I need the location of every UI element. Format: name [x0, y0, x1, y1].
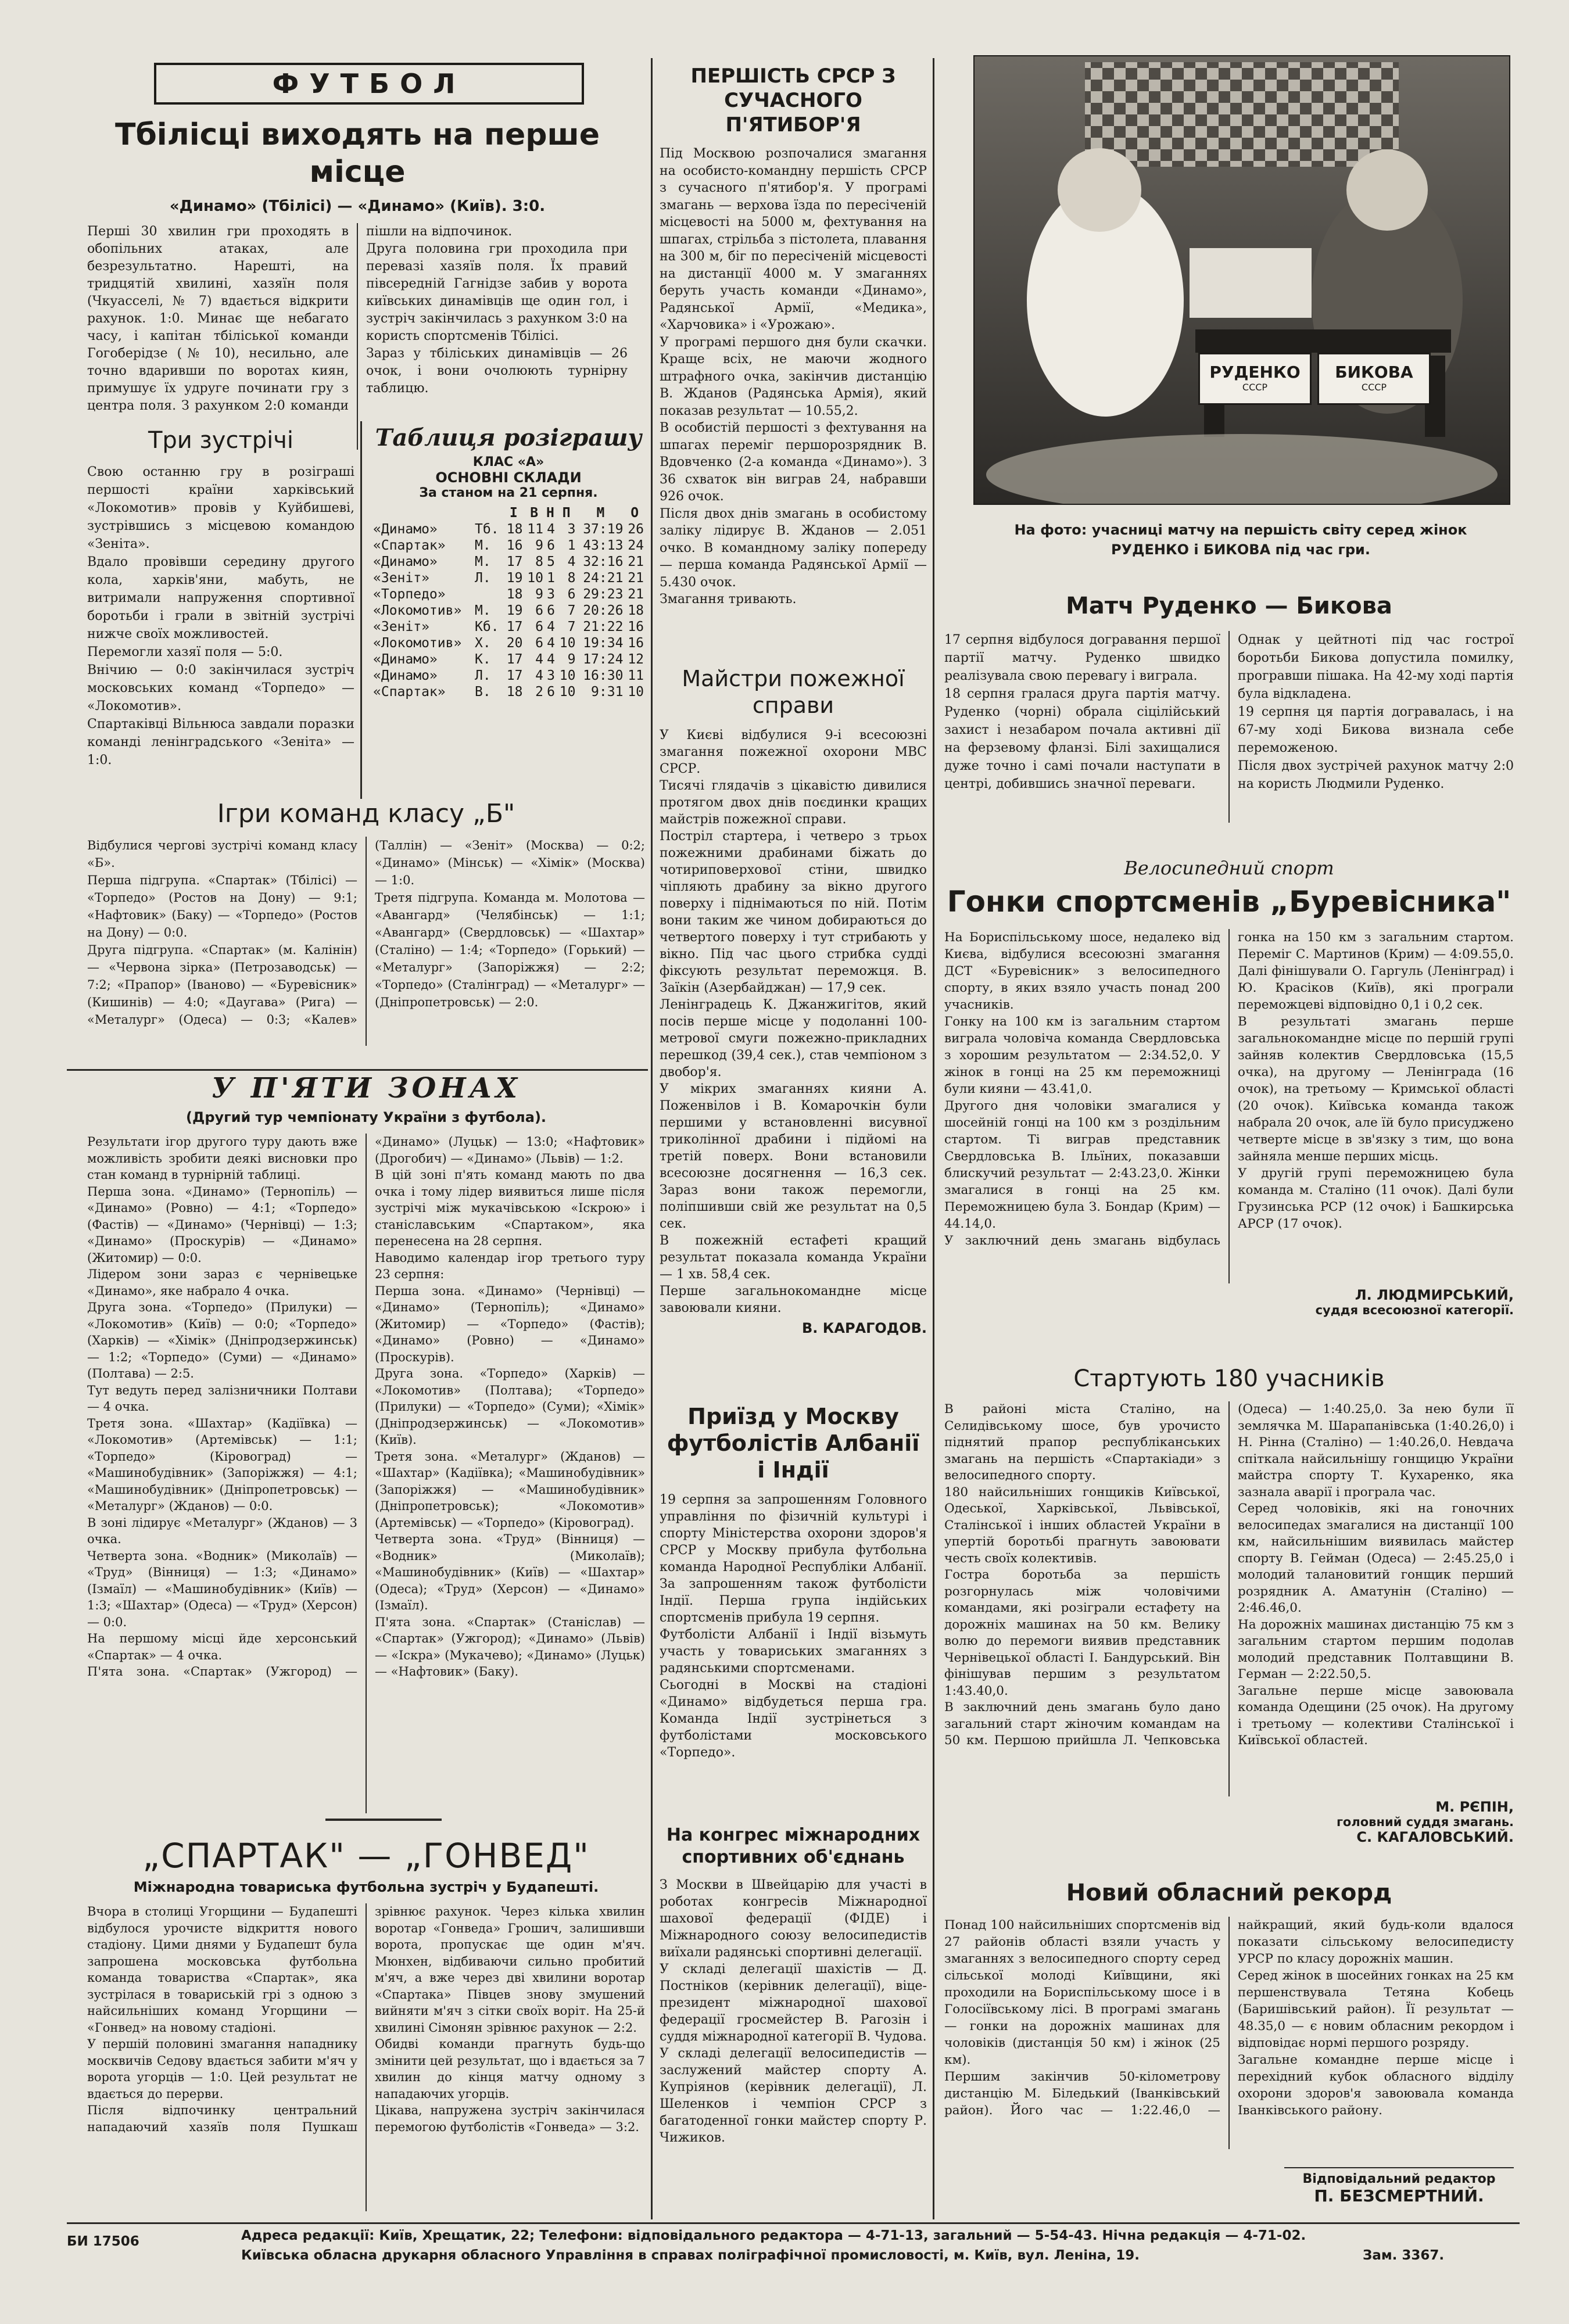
table-row [372, 570, 645, 586]
table-row [372, 554, 645, 570]
table-cell: 2 [535, 684, 543, 700]
article-body: Свою останню гру в розіграші першості країни харківський «Локомотив» провів у Куйбишеві, зустрівшись з місцевою командою «Зеніта». Вдало провівши середину другого кола, харків'яни, мабуть, не витримали напруження спортивної боротьби і грали в звітній зустрічі нижче своїх можливостей. Перемогли хазяї поля — 5:0. Внічию — 0:0 закінчилася зустріч московських команд «Торпедо» — «Локомотив». Спартаківці Вільнюса завдали поразки команді ленінградського «Зеніта» — 1:0. [87, 465, 354, 768]
table-row [372, 521, 645, 537]
table-row [372, 602, 645, 619]
table-cell: 10 [559, 684, 576, 700]
rubric-title: ФУТБОЛ [272, 68, 466, 99]
article-albania-india [660, 1403, 927, 1810]
table-cell: 18 [506, 587, 523, 602]
table-cell: 6 [535, 603, 543, 618]
header-cell: О [631, 505, 639, 521]
column-rule [651, 58, 653, 2219]
table-cell: 10 [527, 571, 543, 586]
table-cell: 1 [567, 538, 576, 553]
table-cell: 26 [628, 522, 644, 537]
footer [67, 2228, 1520, 2280]
table-cell: «Динамо» [373, 554, 438, 569]
table-cell: «Локомотив» [373, 636, 462, 651]
table-cell: 17:24 [583, 652, 624, 667]
article-burevisnyk [944, 857, 1514, 1351]
chess-match-photo [973, 55, 1510, 505]
table-cell: «Локомотив» [373, 603, 462, 618]
ornamental-divider [325, 1819, 442, 1821]
article-title: Майстри пожежної справи [682, 666, 905, 718]
header-cell: П [562, 505, 571, 521]
article-title: Стартують 180 учасників [1073, 1365, 1385, 1392]
article-title: Гонки спортсменів „Буревісника" [947, 885, 1511, 919]
table-cell: «Спартак» [373, 684, 446, 700]
table-cell: 24 [628, 538, 644, 553]
header-cell [474, 505, 503, 521]
column-rule [933, 58, 934, 2219]
article-signature: С. КАГАЛОВСЬКИЙ. [1356, 1829, 1514, 1845]
plate-name: БИКОВА [1335, 363, 1413, 382]
article-body: Вчора в столиці Угорщини — Будапешті відбулося урочисте відкриття нового стадіону. Цими днями у Будапешт була запрошена московська футбольна команда товариства «Спартак», яка зустрілася в товариській грі з одною з найсильніших команд Угорщини — «Гонвед» на новому стадіоні. У першій половині змагання нападнику москвичів Седову вдається забити м'яч у ворота угорців — 1:0. Цей результат не вдається до перерви. Після відпочинку центральний нападаючий хазяїв поля Пушкаш зрівнює рахунок. Через кілька хвилин воротар «Гонведа» Грошич, залишивши ворота, пропускає ще один м'яч. Мюнхен, відбиваючи сильно пробитий м'яч, а вже через дві хвилини воротар «Спартака» Півцев знову змушений вийняти м'яч з сітки своїх воріт. На 25-й хвилині Сімонян зрівнює рахунок — 2:2. Обидві команди прагнуть будь-що змінити цей результат, що і вдається за 7 хвилин до кінця матчу одному з нападаючих угорців. Цікава, напружена зустріч закінчилася перемогою футболістів «Гонведа» — 3:2. [87, 1905, 645, 2134]
article-three-matches [87, 427, 354, 787]
footer-printer: Київська обласна друкарня обласного Управління в справах поліграфічної промисловості, м. Київ, вул. Леніна, 19. [241, 2248, 1140, 2263]
table-cell: 18 [628, 603, 644, 618]
article-rudenko-bykova [944, 593, 1514, 837]
table-cell: Тб. [475, 522, 499, 537]
header-cell: Н [546, 505, 554, 521]
table-cell: 4 [567, 554, 576, 569]
table-cell: 6 [547, 603, 555, 618]
table-date: За станом на 21 серпня. [419, 486, 598, 500]
article-signature: В. КАРАГОДОВ. [801, 1320, 927, 1336]
article-class-b [87, 799, 645, 1049]
plate-country: СССР [1242, 382, 1268, 393]
article-title: Новий обласний рекорд [1066, 1880, 1392, 1906]
article-regional-record [944, 1880, 1514, 2164]
table-lineup: ОСНОВНІ СКЛАДИ [435, 469, 582, 486]
article-spartak-honved [87, 1836, 645, 2217]
footer-address: Адреса редакції: Київ, Хрещатик, 22; Телефони: відповідального редактора — 4-71-13, загальний — 5-54-43. Нічна редакція — 4-71-02. [241, 2228, 1306, 2243]
table-cell: 16 [628, 619, 644, 634]
table-cell: 17 [506, 668, 523, 683]
table-row [372, 619, 645, 635]
table-cell: 12 [628, 652, 644, 667]
header-cell: М [596, 505, 605, 521]
article-congress [660, 1824, 927, 2219]
article-title: На конгрес міжнародних спортивних об'єднань [666, 1825, 920, 1867]
table-row [372, 586, 645, 602]
table-cell: 9 [535, 587, 543, 602]
article-pentathlon [660, 64, 927, 645]
table-cell: 5 [547, 554, 555, 569]
table-row [372, 537, 645, 554]
table-cell: 10 [628, 684, 644, 700]
table-title: Таблиця розіграшу [375, 424, 642, 451]
table-cell: «Спартак» [373, 538, 446, 553]
table-cell: 7 [567, 619, 576, 634]
article-body: В районі міста Сталіно, на Селидівському шосе, був урочисто піднятий прапор республіканських змагань на першість «Спартакіади» з велосипедного спорту. 180 найсильніших гонщиків Київської, Одеської, Харківської, Львівської, Сталінської і інших областей України в упертій боротьбі прагнуть завоювати честь своїх колективів. Гостра боротьба за першість розгорнулась між чоловічими командами, які розіграли естафету на дорожніх машинах на 50 км. Велику волю до перемоги виявив представник Чернівецької області І. Бандурський. Він фінішував першим з результатом 1:43.40,0. В заключний день змагань було дано загальний старт жіночим командам на 50 км. Першою прийшла Л. Чепковська (Одеса) — 1:40.25,0. За нею були її землячка М. Шарапанівська (1:40.26,0) і Н. Рінна (Сталіно) — 1:40.26,0. Невдача спіткала найсильнішу гонщицю України майстра спорту Т. Кухаренко, яка зазнала аварії і програла час. Серед чоловіків, які на гоночних велосипедах змагалися на дистанції 100 км, найсильнішим виявилась майстер спорту В. Гейман (Одеса) — 2:45.25,0 і молодий талановитий гонщик перший розрядник А. Аматунін (Сталіно) — 2:46.46,0. На дорожніх машинах дистанцію 75 км з загальним стартом першим подолав молодий представник Полтавщини В. Герман — 2:22.50,5. Загальне перше місце завоювала команда Одещини (25 очок). На другому і третьому — колективи Сталінської і Київської областей. [944, 1402, 1514, 1748]
caption-text: учасниці матчу на першість світу серед жінок [1091, 522, 1467, 538]
table-cell: 4 [547, 636, 555, 651]
article-title: Тбілісці виходять на перше місце [115, 117, 600, 189]
table-cell: 10 [559, 668, 576, 683]
table-cell: 4 [547, 619, 555, 634]
table-cell: 18 [506, 684, 523, 700]
article-title: Ігри команд класу „Б" [217, 799, 515, 829]
table-cell: 16:30 [583, 668, 624, 683]
table-cell: 4 [547, 522, 555, 537]
table-header-row [372, 505, 645, 521]
article-subtitle: «Динамо» (Тбілісі) — «Динамо» (Київ). 3:0. [169, 198, 546, 215]
article-title: Приїзд у Москву футболістів Албанії і Індії [667, 1404, 920, 1483]
table-cell: М. [475, 554, 491, 569]
article-body: Під Москвою розпочалися змагання на особисто-командну першість СРСР з сучасного п'ятибор'я. У програмі змагань — верхова їзда по пересіченій місцевості на 5000 м, фехтування на шпагах, стрільба з пістолета, плавання на 300 м, біг по пересіченій місцевості на дистанції 4000 м. У змаганнях беруть участь команди «Динамо», Радянської Армії, «Медика», «Харчовика» і «Урожаю». У програмі першого дня були скачки. Краще всіх, не маючи жодного штрафного очка, закінчив дистанцію В. Жданов (Радянська Армія), який показав результат — 10.55,2. В особистій першості з фехтування на шпагах переміг першорозрядник В. Вдовченко (2-а команда «Динамо»). З 36 схваток він виграв 24, набравши 926 очок. Після двох днів змагань в особистому заліку лідирує В. Жданов — 2.051 очко. В командному заліку попереду — перша команда Радянської Армії — 5.430 очок. Змагання тривають. [660, 146, 927, 607]
table-cell: 24:21 [583, 571, 624, 586]
photo-caption [973, 520, 1508, 566]
plate-country: СССР [1361, 382, 1387, 393]
article-title: „СПАРТАК" — „ГОНВЕД" [142, 1836, 590, 1875]
table-cell: Л. [475, 571, 491, 586]
table-cell: «Зеніт» [373, 619, 429, 634]
section-divider [67, 1069, 648, 1071]
article-signature: М. РЄПІН, [1435, 1799, 1514, 1815]
table-row [372, 651, 645, 668]
article-body: 19 серпня за запрошенням Головного управління по фізичній культурі і спорту Міністерства охорони здоров'я СРСР у Москву прибула футбольна команда Народної Республіки Албанії. За запрошенням також футболісти Індії. Перша група індійських спортсменів прибула 19 серпня. Футболісти Албанії і Індії візьмуть участь у товариських змаганнях з радянськими спортсменами. Сьогодні в Москві на стадіоні «Динамо» відбудеться перша гра. Команда Індії зустрінеться з футболістами московського «Торпедо». [660, 1493, 927, 1760]
article-tbilisi [87, 116, 628, 418]
table-cell: Л. [475, 668, 491, 683]
table-cell: 8 [535, 554, 543, 569]
article-body: Перші 30 хвилин гри проходять в обопільних атаках, але безрезультатно. Нарешті, на тридцятій хвилині, хазяїн поля (Чкуасселі, № 7) вдається відкрити рахунок. 1:0. Минає ще небагато часу, і капітан тбіліської команди Гогоберідзе (№ 10), несильно, але точно вдаривши по воротах киян, примушує їх удруге починати гру з центра поля. З рахунком 2:0 команди пішли на відпочинок. Друга половина гри проходила при перевазі хазяїв поля. Їх правий півсередній Гагнідзе забив у ворота київських динамівців ще один гол, і зустріч закінчилась з рахунком 3:0 на користь спортсменів Тбілісі. Зараз у тбіліських динамівців — 26 очок, і вони очолюють турнірну таблицю. [87, 224, 628, 413]
table-cell: «Торпедо» [373, 587, 446, 602]
article-body: На Бориспільському шосе, недалеко від Києва, відбулися всесоюзні змагання ДСТ «Буревісник» з велосипедного спорту, в яких взяло участь понад 200 учасників. Гонку на 100 км із загальним стартом виграла чоловіча команда Свердловська з хорошим результатом — 2:34.52,0. У жінок в гонці на 25 км переможниці були кияни — 43.41,0. Другого дня чоловіки змагалися у шосейній гонці на 100 км з роздільним стартом. Ті виграв представник Свердловська В. Ільїних, показавши блискучий результат — 2:43.23,0. Жінки змагалися в гонці на 25 км. Переможницею була З. Бондар (Крим) — 44.14,0. У заключний день змагань відбулась гонка на 150 км з загальним стартом. Переміг С. Мартинов (Крим) — 4:09.55,0. Далі фінішували О. Гаргуль (Ленінград) і Ю. Красіков (Київ), які програли переможцеві відповідно 0,1 і 0,2 сек. В результаті змагань перше загальнокомандне місце по першій групі зайняв колектив Свердловська (15,5 очка), на другому — Ленінграда (16 очок), на третьому — Кримської області (20 очок). Київська команда також набрала 20 очок, але їй було присуджено четверте місце в зв'язку з тим, що вона зайняла менше перших місць. У другій групі переможницею була команда м. Сталіно (11 очок). Далі були Грузинська РСР (12 очок) і Башкирська АРСР (17 очок). [944, 930, 1514, 1248]
table-cell: 21 [628, 554, 644, 569]
table-cell: В. [475, 684, 491, 700]
table-row [372, 635, 645, 651]
photo-illustration [975, 56, 1509, 504]
header-cell [372, 505, 474, 521]
article-five-zones [87, 1072, 645, 1810]
table-cell: «Динамо» [373, 668, 438, 683]
table-cell: 32:16 [583, 554, 624, 569]
table-cell: 19 [506, 603, 523, 618]
table-class: КЛАС «А» [472, 455, 545, 469]
table-cell: Х. [475, 636, 491, 651]
table-cell: 20 [506, 636, 523, 651]
rubric-banner [154, 63, 584, 105]
table-cell: 4 [535, 668, 543, 683]
header-cell: В [530, 505, 539, 521]
standings-block [372, 424, 645, 796]
caption-prefix: На фото: [1014, 522, 1087, 538]
table-cell: М. [475, 603, 491, 618]
article-firefighters [660, 665, 927, 1380]
article-signature: Л. ЛЮДМИРСЬКИЙ, [1355, 1287, 1514, 1303]
article-title: Три зустрічі [148, 427, 294, 454]
article-body: Відбулися чергові зустрічі команд класу «Б». Перша підгрупа. «Спартак» (Тбілісі) — «Торпедо» (Ростов на Дону) — 9:1; «Нафтовик» (Баку) — «Торпедо» (Ростов на Дону) — 0:0. Друга підгрупа. «Спартак» (м. Калінін) — «Червона зірка» (Петрозаводськ) — 7:2; «Прапор» (Іваново) — «Буревісник» (Кишинів) — 4:0; «Даугава» (Рига) — «Металург» (Одеса) — 0:3; «Калев» (Таллін) — «Зеніт» (Москва) — 0:2; «Динамо» (Мінськ) — «Хімік» (Москва) — 1:0. Третя підгрупа. Команда м. Молотова — «Авангард» (Челябінськ) — 1:1; «Авангард» (Свердловськ) — «Шахтар» (Сталіно) — 1:4; «Торпедо» (Горький) — «Металург» (Запоріжжя) — 2:2; «Торпедо» (Сталінград) — «Металург» — (Дніпропетровськ) — 2:0. [87, 838, 645, 1027]
table-cell: 21:22 [583, 619, 624, 634]
caption-names: РУДЕНКО і БИКОВА під час гри. [1111, 541, 1370, 558]
table-cell: 21 [628, 587, 644, 602]
table-cell: М. [475, 538, 491, 553]
table-cell: 17 [506, 652, 523, 667]
table-cell: 11 [628, 668, 644, 683]
table-cell: 37:19 [583, 522, 624, 537]
table-cell: 10 [559, 636, 576, 651]
article-subtitle: Міжнародна товариська футбольна зустріч у Будапешті. [133, 1879, 599, 1895]
table-cell: 16 [506, 538, 523, 553]
name-plate-rudenko [1198, 353, 1312, 405]
table-cell: 6 [535, 619, 543, 634]
table-cell: «Динамо» [373, 652, 438, 667]
table-cell: 6 [547, 538, 555, 553]
article-signature-role: суддя всесоюзної категорії. [1315, 1303, 1514, 1317]
table-row [372, 668, 645, 684]
footer-rule [67, 2222, 1520, 2224]
table-cell: 17 [506, 554, 523, 569]
standings-table [372, 505, 645, 700]
table-cell: 6 [535, 636, 543, 651]
header-cell: І [509, 505, 518, 521]
column-rule [360, 421, 362, 799]
article-body: Результати ігор другого туру дають вже можливість зробити деякі висновки про стан команд в турнірній таблиці. Перша зона. «Динамо» (Тернопіль) — «Динамо» (Ровно) — 4:1; «Торпедо» (Фастів) — «Динамо» (Чернівці) — 1:3; «Динамо» (Проскурів) — «Динамо» (Житомир) — 0:0. Лідером зони зараз є чернівецьке «Динамо», яке набрало 4 очка. Друга зона. «Торпедо» (Прилуки) — «Локомотив» (Київ) — 0:0; «Торпедо» (Харків) — «Хімік» (Дніпродзержинськ) — 1:2; «Торпедо» (Суми) — «Динамо» (Полтава) — 2:5. Тут ведуть перед залізничники Полтави — 4 очка. Третя зона. «Шахтар» (Кадіївка) — «Локомотив» (Артемівськ) — 1:1; «Торпедо» (Кіровоград) — «Машинобудівник» (Запоріжжя) — 4:1; «Машинобудівник» (Дніпропетровськ) — «Металург» (Жданов) — 0:0. В зоні лідирує «Металург» (Жданов) — 3 очка. Четверта зона. «Водник» (Миколаїв) — «Труд» (Вінниця) — 1:3; «Динамо» (Ізмаїл) — «Машинобудівник» (Київ) — 1:3; «Шахтар» (Одеса) — «Труд» (Херсон) — 0:0. На першому місці йде херсонський «Спартак» — 4 очка. П'ята зона. «Спартак» (Ужгород) — «Динамо» (Луцьк) — 13:0; «Нафтовик» (Дрогобич) — «Динамо» (Львів) — 1:2. В цій зоні п'ять команд мають по два очка і тому лідер виявиться лише після зустрічі між мукачівською «Іскрою» і станіславським «Спартаком», яка перенесена на 28 серпня. Наводимо календар ігор третього туру 23 серпня: Перша зона. «Динамо» (Чернівці) — «Динамо» (Тернопіль); «Динамо» (Житомир) — «Торпедо» (Фастів); «Динамо» (Ровно) — «Динамо» (Проскурів). Друга зона. «Торпедо» (Харків) — «Локомотив» (Полтава); «Торпедо» (Прилуки) — «Торпедо» (Суми); «Хімік» (Дніпродзержинськ) — «Локомотив» (Київ). Третя зона. «Металург» (Жданов) — «Шахтар» (Кадіївка); «Машинобудівник» (Запоріжжя) — «Машинобудівник» (Дніпропетровськ); «Локомотив» (Артемівськ) — «Торпедо» (Кіровоград). Четверта зона. «Труд» (Вінниця) — «Водник» (Миколаїв); «Машинобудівник» (Київ) — «Шахтар» (Одеса); «Труд» (Херсон) — «Динамо» (Ізмаїл). П'ята зона. «Спартак» (Станіслав) — «Спартак» (Ужгород); «Динамо» (Львів) — «Іскра» (Мукачево); «Динамо» (Луцьк) — «Нафтовик» (Баку). [87, 1135, 645, 1679]
table-row [372, 684, 645, 700]
table-cell: 1 [547, 571, 555, 586]
article-180-participants [944, 1365, 1514, 1871]
name-plate-bykova [1317, 353, 1431, 405]
table-cell: 6 [567, 587, 576, 602]
table-cell: 11 [527, 522, 543, 537]
plate-name: РУДЕНКО [1209, 363, 1301, 382]
table-cell [474, 586, 503, 602]
table-cell: 18 [506, 522, 523, 537]
article-body: З Москви в Швейцарію для участі в роботах конгресів Міжнародної шахової федерації (ФІДЕ) і Міжнародного союзу велосипедистів виїхали радянські спортивні делегації. У складі делегації шахістів — Д. Постніков (керівник делегації), віце-президент міжнародної шахової федерації гросмейстер В. Рагозін і суддя міжнародної категорії В. Чудова. У складі делегації велосипедистів — заслужений майстер спорту А. Купріянов (керівник делегації), Л. Шеленков і чемпіон СРСР з багатоденної гонки майстер спорту Р. Чижиков. [660, 1878, 927, 2145]
table-cell: 16 [628, 636, 644, 651]
table-cell: 4 [535, 652, 543, 667]
article-title: ПЕРШІСТЬ СРСР З СУЧАСНОГО П'ЯТИБОР'Я [690, 64, 896, 137]
article-title: У П'ЯТИ ЗОНАХ [212, 1072, 521, 1104]
table-cell: «Зеніт» [373, 571, 429, 586]
editor-name: П. БЕЗСМЕРТНИЙ. [1314, 2186, 1484, 2205]
table-cell: 7 [567, 603, 576, 618]
editor-signature [1284, 2167, 1514, 2214]
article-body: У Києві відбулися 9-і всесоюзні змагання пожежної охорони МВС СРСР. Тисячі глядачів з цікавістю дивилися протягом двох днів поєдинки кращих майстрів пожежної справи. Постріл стартера, і четверо з трьох пожежними драбинами біжать до чотириповерхової стіни, швидко чіпляють драбину за вікно другого поверху і піднімаються по ній. Потім вони таким же чином добираються до четвертого поверху і тут стрибають у вікно. Під час цього стрибка судді фіксують результат переможця. В. Заїкін (Азербайджан) — 17,9 сек. Ленінградець К. Джанжигітов, який посів перше місце у подоланні 100-метрової смуги пожежно-прикладних перешкод (39,4 сек.), став чемпіоном з двобор'я. У мікрих змаганнях кияни А. Поженвілов і В. Комарочкін були першими у встановленні висувної триколінної драбини і підйомі на третій поверх. Вони встановили всесоюзне досягнення — 16,3 сек. Зараз вони також перемогли, поліпшивши свій же результат на 0,5 сек. В пожежній естафеті кращий результат показала команда України — 1 хв. 58,4 сек. Перше загальнокомандне місце завоювали кияни. [660, 728, 927, 1315]
table-cell: 19:34 [583, 636, 624, 651]
footer-order: Зам. 3367. [1363, 2248, 1445, 2263]
table-cell: 4 [547, 652, 555, 667]
table-cell: К. [475, 652, 491, 667]
section-rubric: Велосипедний спорт [1124, 857, 1334, 879]
table-cell: 3 [567, 522, 576, 537]
article-signature-role: головний суддя змагань. [1336, 1815, 1514, 1829]
editor-role: Відповідальний редактор [1302, 2172, 1496, 2186]
table-cell: 19 [506, 571, 523, 586]
table-cell: 9 [567, 652, 576, 667]
table-cell: 6 [547, 684, 555, 700]
article-body: 17 серпня відбулося догравання першої партії матчу. Руденко швидко реалізувала свою перевагу і виграла. 18 серпня гралася друга партія матчу. Руденко (чорні) обрала сіцілійський захист і незабаром почала активні дії на ферзевому фланзі. Білі захищалися дуже точно і самі почали наступати в центрі, добившись значної переваги. Однак у цейтноті під час гострої боротьби Бикова допустила помилку, програвши пішака. На 42-му ході партія була відкладена. 19 серпня ця партія догравалась, і на 67-му ході Бикова визнала себе переможеною. Після двох зустрічей рахунок матчу 2:0 на користь Людмили Руденко. [944, 633, 1514, 791]
table-cell: «Динамо» [373, 522, 438, 537]
table-cell: 9 [535, 538, 543, 553]
table-cell: 43:13 [583, 538, 624, 553]
table-cell: 3 [547, 587, 555, 602]
footer-code: БИ 17506 [67, 2234, 139, 2249]
article-subtitle: (Другий тур чемпіонату України з футбола). [185, 1109, 547, 1125]
table-cell: 21 [628, 571, 644, 586]
table-cell: 3 [547, 668, 555, 683]
table-cell: 20:26 [583, 603, 624, 618]
table-cell: 17 [506, 619, 523, 634]
article-title: Матч Руденко — Бикова [1066, 593, 1392, 619]
article-body: Понад 100 найсильніших спортсменів від 27 районів області взяли участь у змаганнях з велосипедного спорту серед сільської молоді Київщини, які проходили на Бориспільському шосе і в Голосіївському лісі. В програмі змагань — гонки на дорожніх машинах для чоловіків (дистанція 50 км) і жінок (25 км). Першим закінчив 50-кілометрову дистанцію М. Біледький (Іванківський район). Його час — 1:22.46,0 — найкращий, який будь-коли вдалося показати сільському велосипедисту УРСР по класу дорожніх машин. Серед жінок в шосейних гонках на 25 км першенствувала Тетяна Кобець (Баришівський район). Її результат — 48.35,0 — є новим обласним рекордом і відповідає нормі першого розряду. Загальне командне перше місце і перехідний кубок обласного відділу охорони здоров'я завоювала команда Іванківського району. [944, 1918, 1514, 2118]
table-cell: 29:23 [583, 587, 624, 602]
table-cell: 8 [567, 571, 576, 586]
table-cell: Кб. [475, 619, 499, 634]
table-cell: 9:31 [591, 684, 624, 700]
